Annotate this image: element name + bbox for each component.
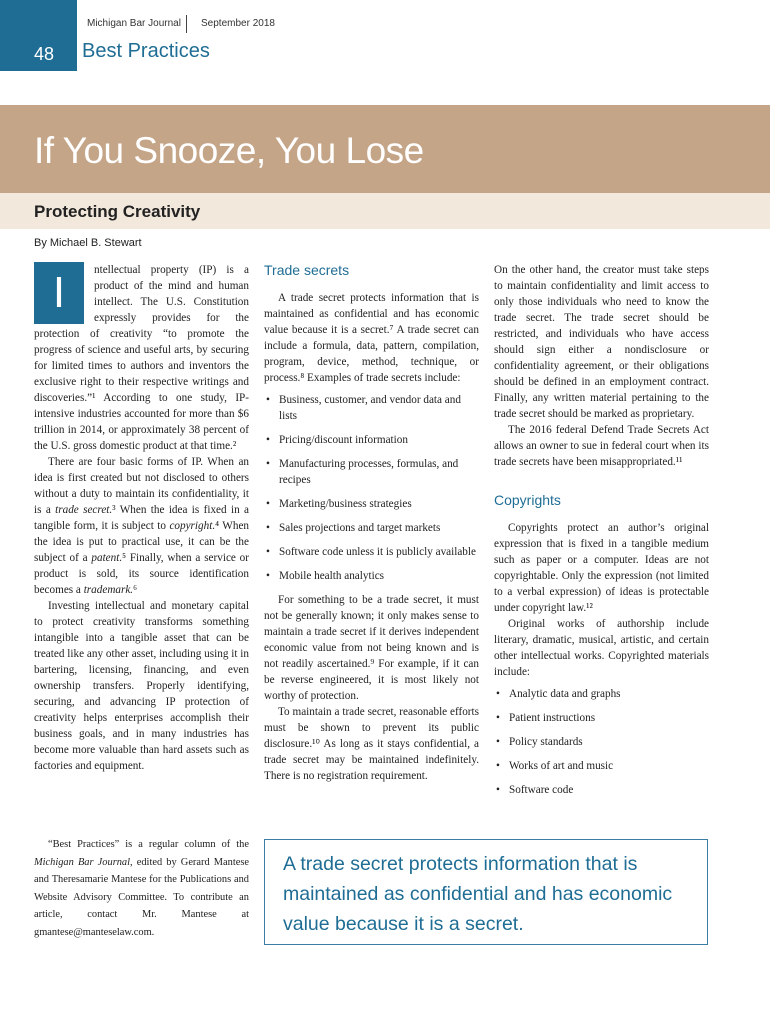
byline: By Michael B. Stewart bbox=[34, 237, 142, 249]
list-item: • Works of art and music bbox=[494, 758, 709, 774]
journal-title: Michigan Bar Journal bbox=[34, 856, 131, 868]
paragraph: Investing intellectual and monetary capital to protect creativity transforms something intangible into a tangible asset that can be treated like any other asset, including using it in bartering, licensing, financing, and even ownership transfers. Properly identifying, securing, and advancing IP protection of creativity helps enterprises accomplish their business goals, and in many industries has become more valuable than hard assets such as factories and equipment. bbox=[34, 600, 249, 772]
header-rule bbox=[75, 0, 77, 71]
paragraph: To maintain a trade secret, reasonable efforts must be shown to prevent its public disclosure.¹⁰ As long as it stays confidential, a trade secret may be maintained indefinitely. There is no registration requirement. bbox=[264, 706, 479, 782]
paragraph: A trade secret protects information that is maintained as confidential and has economic value because it is a secret.⁷ A trade secret can include a formula, data, pattern, compilation, program, device, method, technique, or process.⁸ Examples of trade secrets include: bbox=[264, 292, 479, 384]
list-item: • Pricing/discount information bbox=[264, 432, 479, 448]
column-note: “Best Practices” is a regular column of the Michigan Bar Journal, edited by Gerard Mantese and Theresamarie Mantese for the Publications and Website Advisory Committee. To contribute an article, contact Mr. Mantese at gmantese@manteselaw.com. bbox=[34, 839, 249, 938]
paragraph: On the other hand, the creator must take steps to maintain confidentiality and limit access to only those individuals who need to know the trade secret. The trade secret should be restricted, and individuals who have access should sign either a nondisclosure or confidentiality agreement, or their obligations should be defined in an employment contract. Finally, any written material pertaining to the trade secret should be marked as proprietary. bbox=[494, 264, 709, 420]
paragraph: Copyrights protect an author’s original expression that is fixed in a tangible medium such as paper or a computer. Ideas are not copyrightable. Only the expression (not limited to a verbal expression) of ideas is protectable under copyright law.¹² bbox=[494, 522, 709, 614]
paragraph: There are four basic forms of IP. When an idea is first created but not disclosed to others without a duty to maintain its confidentiality, it is a trade secret.³ When the idea is fixed in a tangible form, it is subject to copyright.⁴ When the idea is put to practical use, it can be the subject of a patent.⁵ Finally, when a service or product is sold, its source identification becomes a trademark.⁶ bbox=[34, 456, 249, 596]
column-2 bbox=[264, 262, 479, 784]
paragraph: The 2016 federal Defend Trade Secrets Act allows an owner to sue in federal court when its trade secrets have been misappropriated.¹¹ bbox=[494, 424, 709, 468]
copyright-materials-list bbox=[494, 686, 709, 798]
article-subtitle: Protecting Creativity bbox=[34, 202, 201, 221]
journal-name: Michigan Bar Journal bbox=[87, 18, 181, 29]
list-item: • Marketing/business strategies bbox=[264, 496, 479, 512]
list-item: • Patient instructions bbox=[494, 710, 709, 726]
section-heading-copyrights: Copyrights bbox=[494, 492, 561, 508]
list-item: • Sales projections and target markets bbox=[264, 520, 479, 536]
column-1 bbox=[34, 262, 249, 774]
list-item: • Software code unless it is publicly available bbox=[264, 544, 479, 560]
drop-cap: I bbox=[34, 262, 84, 324]
paragraph: ntellectual property (IP) is a product of the mind and human intellect. The U.S. Constitution expressly provides for the protection of creativity “to promote the progress of science and useful arts, by securing for limited times to authors and inventors the exclusive right to their respective writings and discoveries.”¹ According to one study, IP-intensive industries accounted for more than $6 trillion in 2014, or approximately 38 percent of the U.S. gross domestic product at that time.² bbox=[34, 264, 249, 452]
section-name: Best Practices bbox=[82, 40, 210, 62]
header-separator bbox=[186, 15, 187, 33]
paragraph: For something to be a trade secret, it must not be generally known; it only makes sense to maintain a trade secret if it derives independent economic value from not being known and is not readily ascertained.⁹ For example, if it can be reverse engineered, it is most likely not worthy of protection. bbox=[264, 594, 479, 702]
list-item: • Manufacturing processes, formulas, and recipes bbox=[264, 456, 479, 488]
article-title: If You Snooze, You Lose bbox=[34, 130, 424, 171]
list-item: • Analytic data and graphs bbox=[494, 686, 709, 702]
page-number: 48 bbox=[34, 44, 55, 64]
section-heading-trade-secrets: Trade secrets bbox=[264, 262, 350, 278]
list-item: • Software code bbox=[494, 782, 709, 798]
column-3 bbox=[494, 262, 709, 806]
pull-quote: A trade secret protects information that is maintained as confidential and has economic value because it is a secret. bbox=[283, 853, 673, 935]
list-item: • Policy standards bbox=[494, 734, 709, 750]
trade-secret-examples-list bbox=[264, 392, 479, 584]
issue-date: September 2018 bbox=[201, 18, 275, 29]
paragraph: Original works of authorship include literary, dramatic, musical, artistic, and certain other intellectual works. Copyrighted materials include: bbox=[494, 618, 709, 678]
list-item: • Mobile health analytics bbox=[264, 568, 479, 584]
list-item: • Business, customer, and vendor data and lists bbox=[264, 392, 479, 424]
